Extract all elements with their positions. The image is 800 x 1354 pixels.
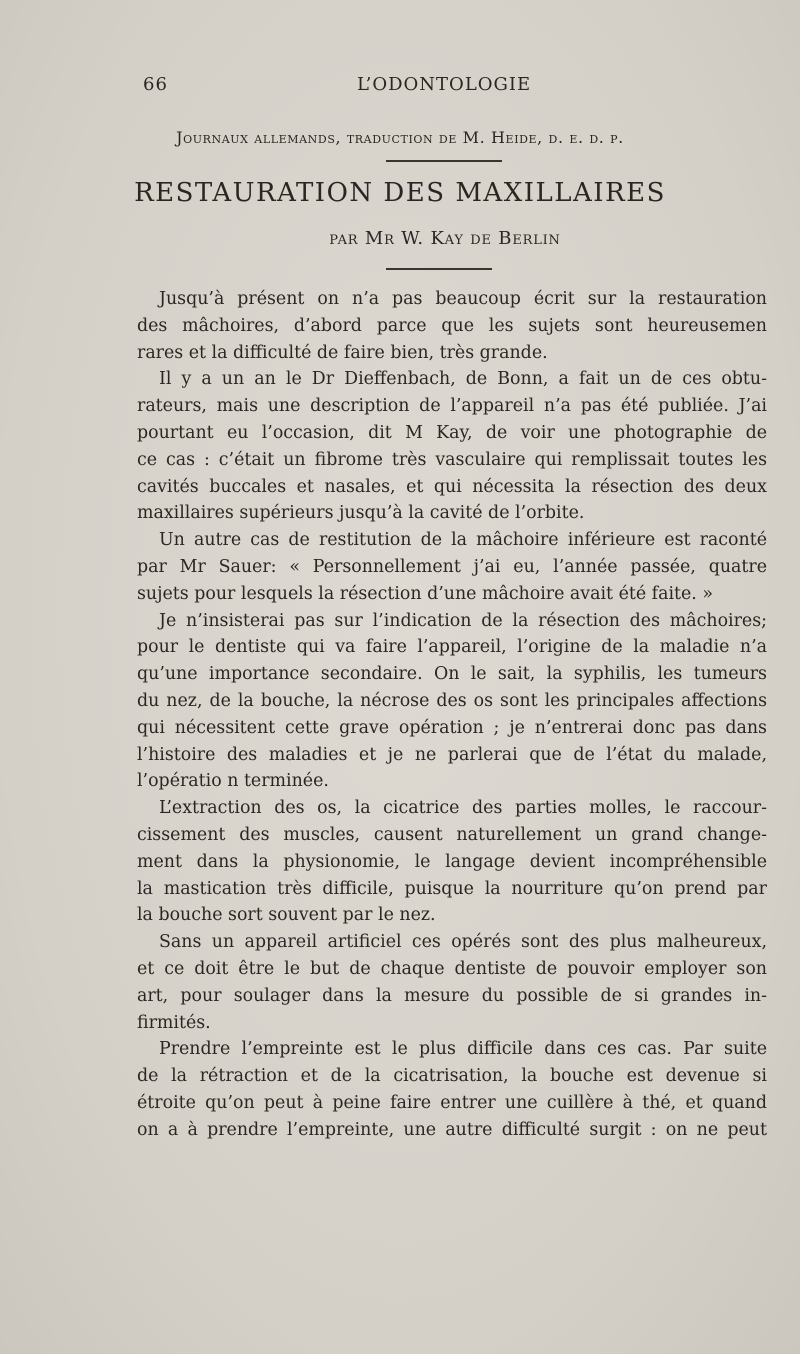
body-line: Un autre cas de restitution de la mâchoire inférieure est raconté bbox=[159, 530, 767, 551]
body-line: qui nécessitent cette grave opération ; je n’entrerai donc pas dans bbox=[137, 717, 767, 738]
body-line: L’extraction des os, la cicatrice des parties molles, le raccour- bbox=[159, 798, 767, 819]
body-line: et ce doit être le but de chaque dentiste de pouvoir employer son bbox=[137, 958, 767, 979]
body-line: étroite qu’on peut à peine faire entrer une cuillère à thé, et quand bbox=[137, 1092, 767, 1113]
body-line: Jusqu’à présent on n’a pas beaucoup écrit sur la restauration bbox=[159, 289, 767, 309]
body-line: l’histoire des maladies et je ne parlerai que de l’état du malade, bbox=[137, 744, 767, 765]
body-line: la bouche sort souvent par le nez. bbox=[137, 905, 436, 926]
body-line: Il y a un an le Dr Dieffenbach, de Bonn, a fait un de ces obtu- bbox=[159, 369, 767, 390]
body-line: sujets pour lesquels la résection d’une mâchoire avait été faite. » bbox=[137, 583, 714, 604]
body-line: maxillaires supérieurs jusqu’à la cavité de l’orbite. bbox=[137, 503, 585, 524]
body-line: de la rétraction et de la cicatrisation, la bouche est devenue si bbox=[137, 1066, 767, 1087]
body-line: ment dans la physionomie, le langage devient incompréhensible bbox=[137, 851, 767, 872]
body-line: cissement des muscles, causent naturellement un grand change- bbox=[137, 824, 767, 845]
body-line: rateurs, mais une description de l’appareil n’a pas été publiée. J’ai bbox=[137, 396, 767, 417]
body-line: la mastication très difficile, puisque la nourriture qu’on prend par bbox=[137, 878, 767, 899]
body-line: qu’une importance secondaire. On le sait, la syphilis, les tumeurs bbox=[137, 664, 767, 685]
body-line: cavités buccales et nasales, et qui nécessita la résection des deux bbox=[137, 476, 767, 497]
body-line: l’opératio n terminée. bbox=[137, 771, 329, 792]
article-body bbox=[137, 286, 767, 1144]
body-line: on a à prendre l’empreinte, une autre difficulté surgit : on ne peut bbox=[137, 1119, 767, 1140]
source-line: Journaux allemands, traduction de M. Heide, d. e. d. p. bbox=[176, 128, 624, 147]
body-line: Prendre l’empreinte est le plus difficile dans ces cas. Par suite bbox=[159, 1039, 767, 1060]
running-head: L’ODONTOLOGIE bbox=[357, 74, 532, 95]
body-line: Je n’insisterai pas sur l’indication de la résection des mâchoires; bbox=[159, 610, 767, 631]
page-number: 66 bbox=[143, 74, 168, 95]
body-line: pourtant eu l’occasion, dit M Kay, de voir une photographie de bbox=[137, 422, 767, 443]
body-line: par Mr Sauer: « Personnellement j’ai eu, l’année passée, quatre bbox=[137, 556, 767, 577]
body-line: du nez, de la bouche, la nécrose des os sont les principales affections bbox=[137, 690, 767, 711]
article-byline: par Mr W. Kay de Berlin bbox=[329, 228, 561, 249]
body-line: art, pour soulager dans la mesure du possible de si grandes in- bbox=[137, 985, 767, 1006]
article-title: RESTAURATION DES MAXILLAIRES bbox=[134, 178, 666, 208]
body-line: rares et la difficulté de faire bien, très grande. bbox=[137, 342, 548, 363]
body-line: des mâchoires, d’abord parce que les sujets sont heureusemen bbox=[137, 315, 767, 336]
divider-rule-bottom bbox=[386, 268, 492, 270]
body-line: ce cas : c’était un fibrome très vasculaire qui remplissait toutes les bbox=[137, 449, 767, 470]
divider-rule-top bbox=[386, 160, 502, 162]
body-line: firmités. bbox=[137, 1012, 211, 1033]
body-line: pour le dentiste qui va faire l’appareil, l’origine de la maladie n’a bbox=[137, 637, 767, 658]
body-line: Sans un appareil artificiel ces opérés sont des plus malheureux, bbox=[159, 932, 767, 953]
